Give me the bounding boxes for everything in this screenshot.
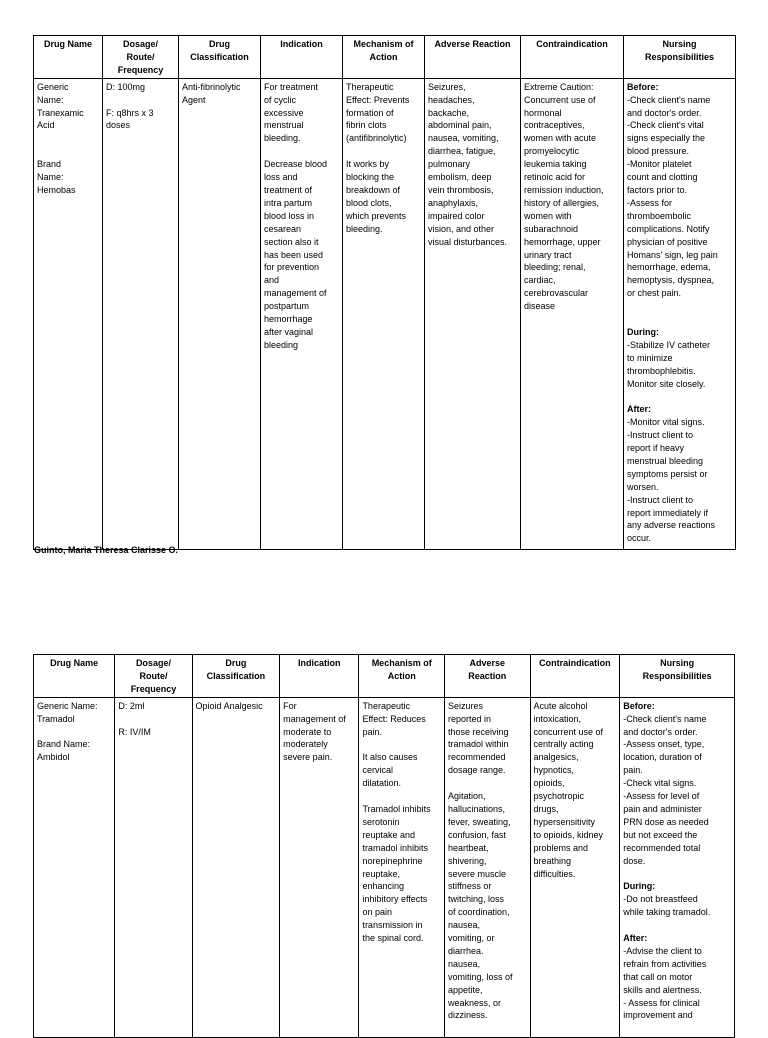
cell-nursing [624,78,736,549]
cell-drug-name: Generic Name: Tramadol Brand Name: Ambidol [34,697,115,1037]
nursing-during-label: During: [623,881,656,892]
header-classification: Drug Classification [192,655,280,698]
cell-dosage: D: 100mg F: q8hrs x 3 doses [103,78,179,549]
table-header-row [34,36,736,79]
cell-mechanism: Therapeutic Effect: Reduces pain. It also causes cervical dilatation. Tramadol inhibits serotonin reuptake and tramadol inhibits norepinephrine reuptake, enhancing inhibitory effects on pain transmission in the spinal cord. [359,697,445,1037]
header-contraindication: Contraindication [530,655,620,698]
header-adverse-reaction: Adverse Reaction [425,36,521,79]
nursing-during-text: -Do not breastfeed while taking tramadol. [623,894,711,918]
drug-table-tranexamic-acid [33,35,736,550]
nursing-after-label: After: [623,933,648,943]
table-row [34,78,736,549]
drug-table-tramadol [33,654,735,1038]
header-classification: Drug Classification [179,36,261,79]
header-nursing: Nursing Responsibilities [624,36,736,79]
cell-adverse-reaction: Seizures, headaches, backache, abdominal pain, nausea, vomiting, diarrhea, fatigue, pulmonary embolism, deep vein thrombosis, anaphylaxis, impaired color vision, and other visual disturbances. [425,78,521,549]
cell-dosage: D: 2ml R: IV/IM [115,697,192,1037]
header-mechanism: Mechanism of Action [343,36,425,79]
cell-classification: Anti-fibrinolytic Agent [179,78,261,549]
header-indication: Indication [280,655,359,698]
table-row [34,697,735,1037]
header-mechanism: Mechanism of Action [359,655,445,698]
nursing-before-text: -Check client's name and doctor's order. -Assess onset, type, location, duration of pain. -Check vital signs. -Assess for level of pain and administer PRN dose as needed but not exceed the recommended total dose. [623,713,709,866]
nursing-before-label: Before: [623,700,655,711]
nursing-during-text: -Stabilize IV catheter to minimize thrombophlebitis. Monitor site closely. [627,339,711,389]
cell-adverse-reaction: Seizures reported in those receiving tramadol within recommended dosage range. Agitation, hallucinations, fever, sweating, confusion, fast heartbeat, shivering, severe muscle stiffness or twitching, loss of coordination, nausea, vomiting, or diarrhea. nausea, vomiting, loss of appetite, weakness, or dizziness. [444,697,530,1037]
cell-indication: For management of moderate to moderately severe pain. [280,697,359,1037]
header-drug-name: Drug Name [34,36,103,79]
header-dosage: Dosage/ Route/ Frequency [115,655,192,698]
nursing-during-label: During: [627,326,659,337]
header-drug-name: Drug Name [34,655,115,698]
nursing-after-text: -Advise the client to refrain from activities that call on motor skills and alertness. - Assess for clinical improvement and [623,945,707,1021]
cell-nursing [620,697,735,1037]
author-name: Guinto, Maria Theresa Clarisse O. [34,545,179,555]
header-adverse-reaction: Adverse Reaction [444,655,530,698]
header-contraindication: Contraindication [521,36,624,79]
cell-contraindication: Extreme Caution: Concurrent use of hormonal contraceptives, women with acute promyelocytic leukemia taking retinoic acid for remission induction, history of allergies, women with subarachnoid hemorrhage, upper urinary tract bleeding; renal, cardiac, cerebrovascular disease [521,78,624,549]
nursing-after-label: After: [627,404,651,415]
cell-mechanism: Therapeutic Effect: Prevents formation of fibrin clots (antifibrinolytic) It works by blocking the breakdown of blood clots, which prevents bleeding. [343,78,425,549]
table-header-row [34,655,735,698]
nursing-after-text: -Monitor vital signs. -Instruct client to report if heavy menstrual bleeding symptoms persist or worsen. -Instruct client to report immediately if any adverse reactions occur. [627,417,716,544]
header-indication: Indication [261,36,343,79]
header-nursing: Nursing Responsibilities [620,655,735,698]
nursing-before-label: Before: [627,81,659,92]
cell-contraindication: Acute alcohol intoxication, concurrent use of centrally acting analgesics, hypnotics, opioids, psychotropic drugs, hypersensitivity to opioids, kidney problems and breathing difficulties. [530,697,620,1037]
cell-drug-name: Generic Name: Tranexamic Acid Brand Name: Hemobas [34,78,103,549]
cell-classification: Opioid Analgesic [192,697,280,1037]
nursing-before-text: -Check client's name and doctor's order. -Check client's vital signs especially the blood pressure. -Monitor platelet count and clotting factors prior to. -Assess for thromboembolic complications. Notify physician of positive Homans' sign, leg pain hemorrhage, edema, hemoptysis, dyspnea, or chest pain. [627,94,718,299]
header-dosage: Dosage/ Route/ Frequency [103,36,179,79]
cell-indication: For treatment of cyclic excessive menstrual bleeding. Decrease blood loss and treatment of intra partum blood loss in cesarean section also it has been used for prevention and management of postpartum hemorrhage after vaginal bleeding [261,78,343,549]
